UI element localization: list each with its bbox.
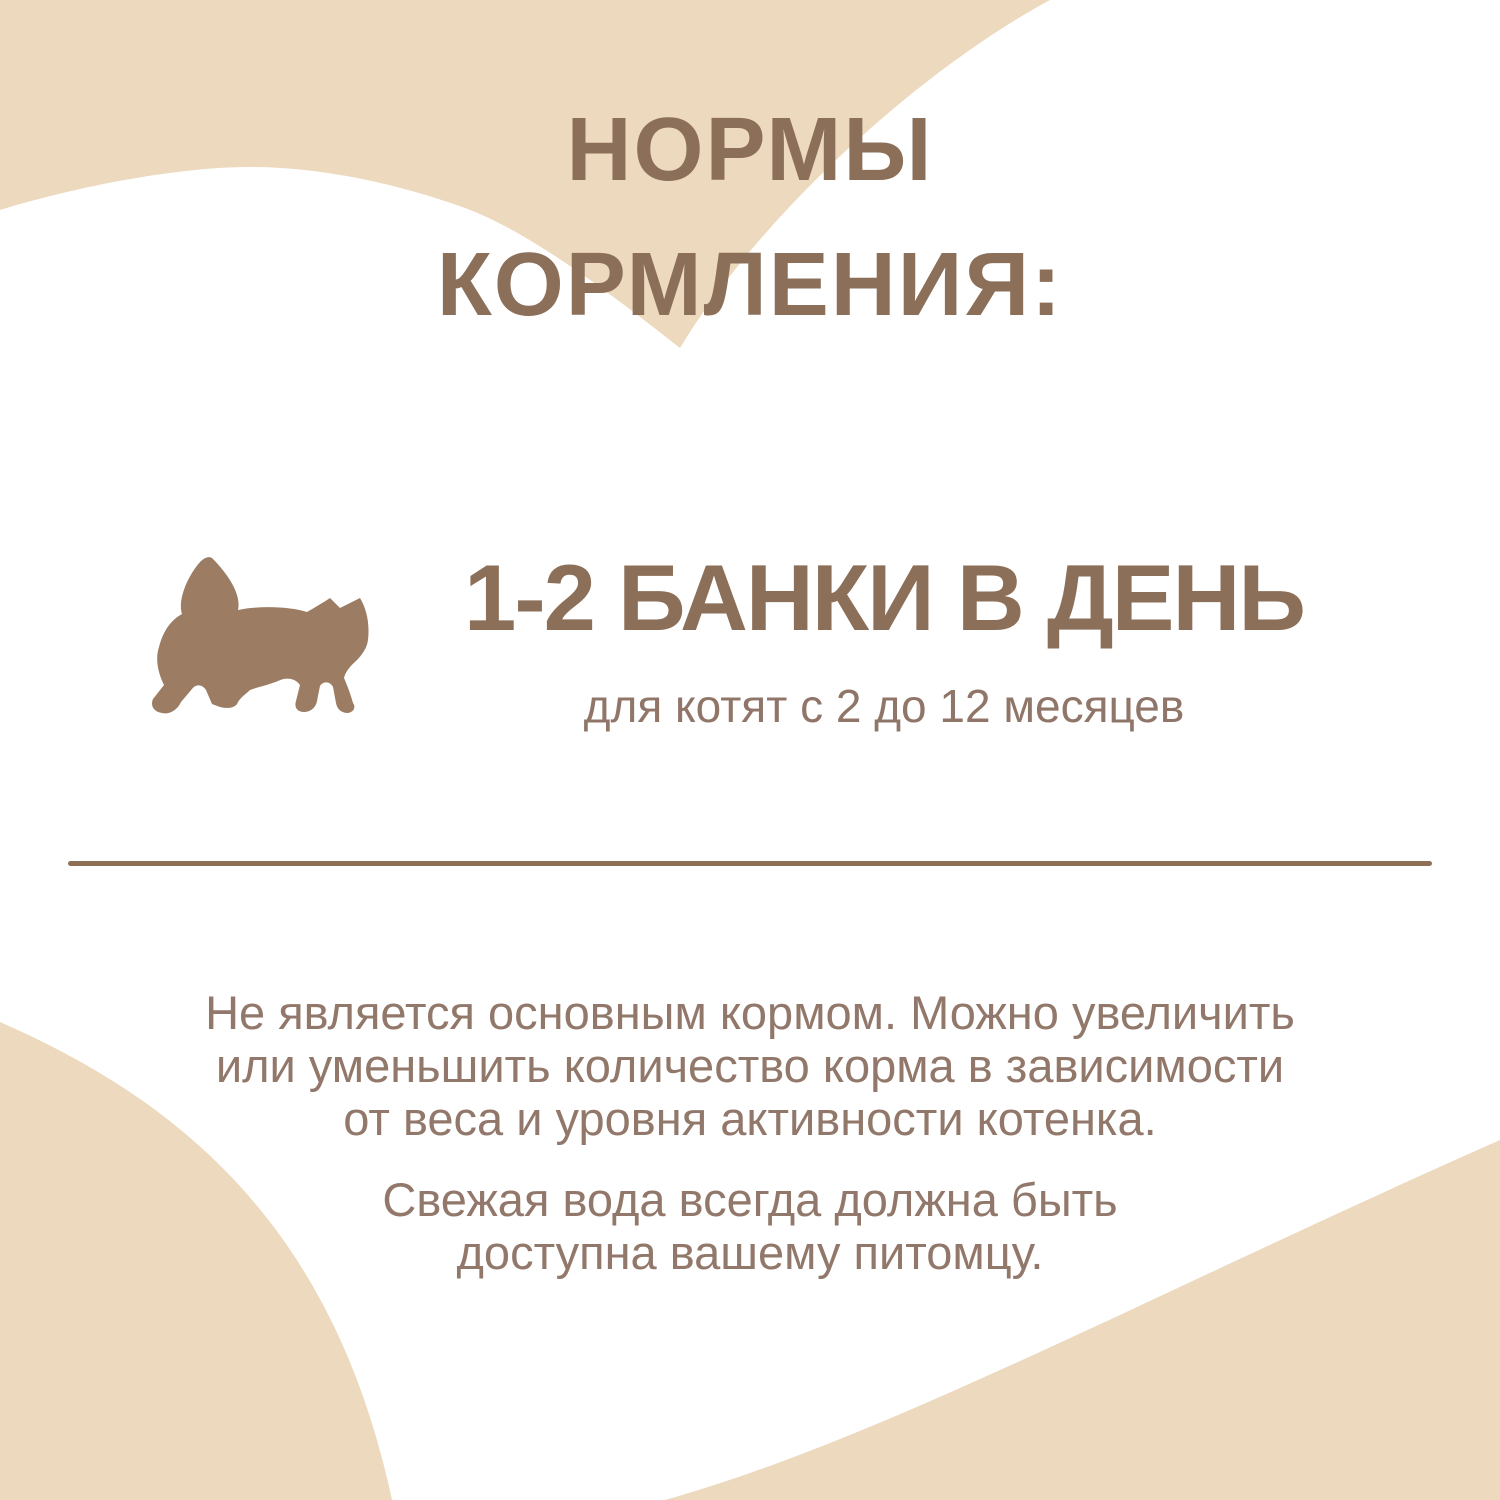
divider-line <box>68 861 1432 866</box>
note-1-line-3: от веса и уровня активности котенка. <box>343 1092 1157 1145</box>
page-title-line-1: НОРМЫ <box>566 100 934 200</box>
feeding-age-subtitle: для котят с 2 до 12 месяцев <box>583 680 1185 732</box>
page-title <box>0 83 1500 353</box>
note-paragraph-1 <box>0 986 1500 1145</box>
note-2-line-2: доступна вашему питомцу. <box>456 1226 1044 1279</box>
note-paragraph-2 <box>0 1173 1500 1279</box>
note-1-line-1: Не является основным кормом. Можно увеличить <box>205 986 1295 1039</box>
note-1-line-2: или уменьшить количество корма в зависимости <box>215 1039 1285 1092</box>
kitten-silhouette-icon <box>150 556 370 716</box>
note-2-line-1: Свежая вода всегда должна быть <box>382 1173 1118 1226</box>
feeding-amount-headline: 1-2 БАНКИ В ДЕНЬ <box>464 545 1304 650</box>
page-title-line-2: КОРМЛЕНИЯ: <box>436 235 1064 335</box>
